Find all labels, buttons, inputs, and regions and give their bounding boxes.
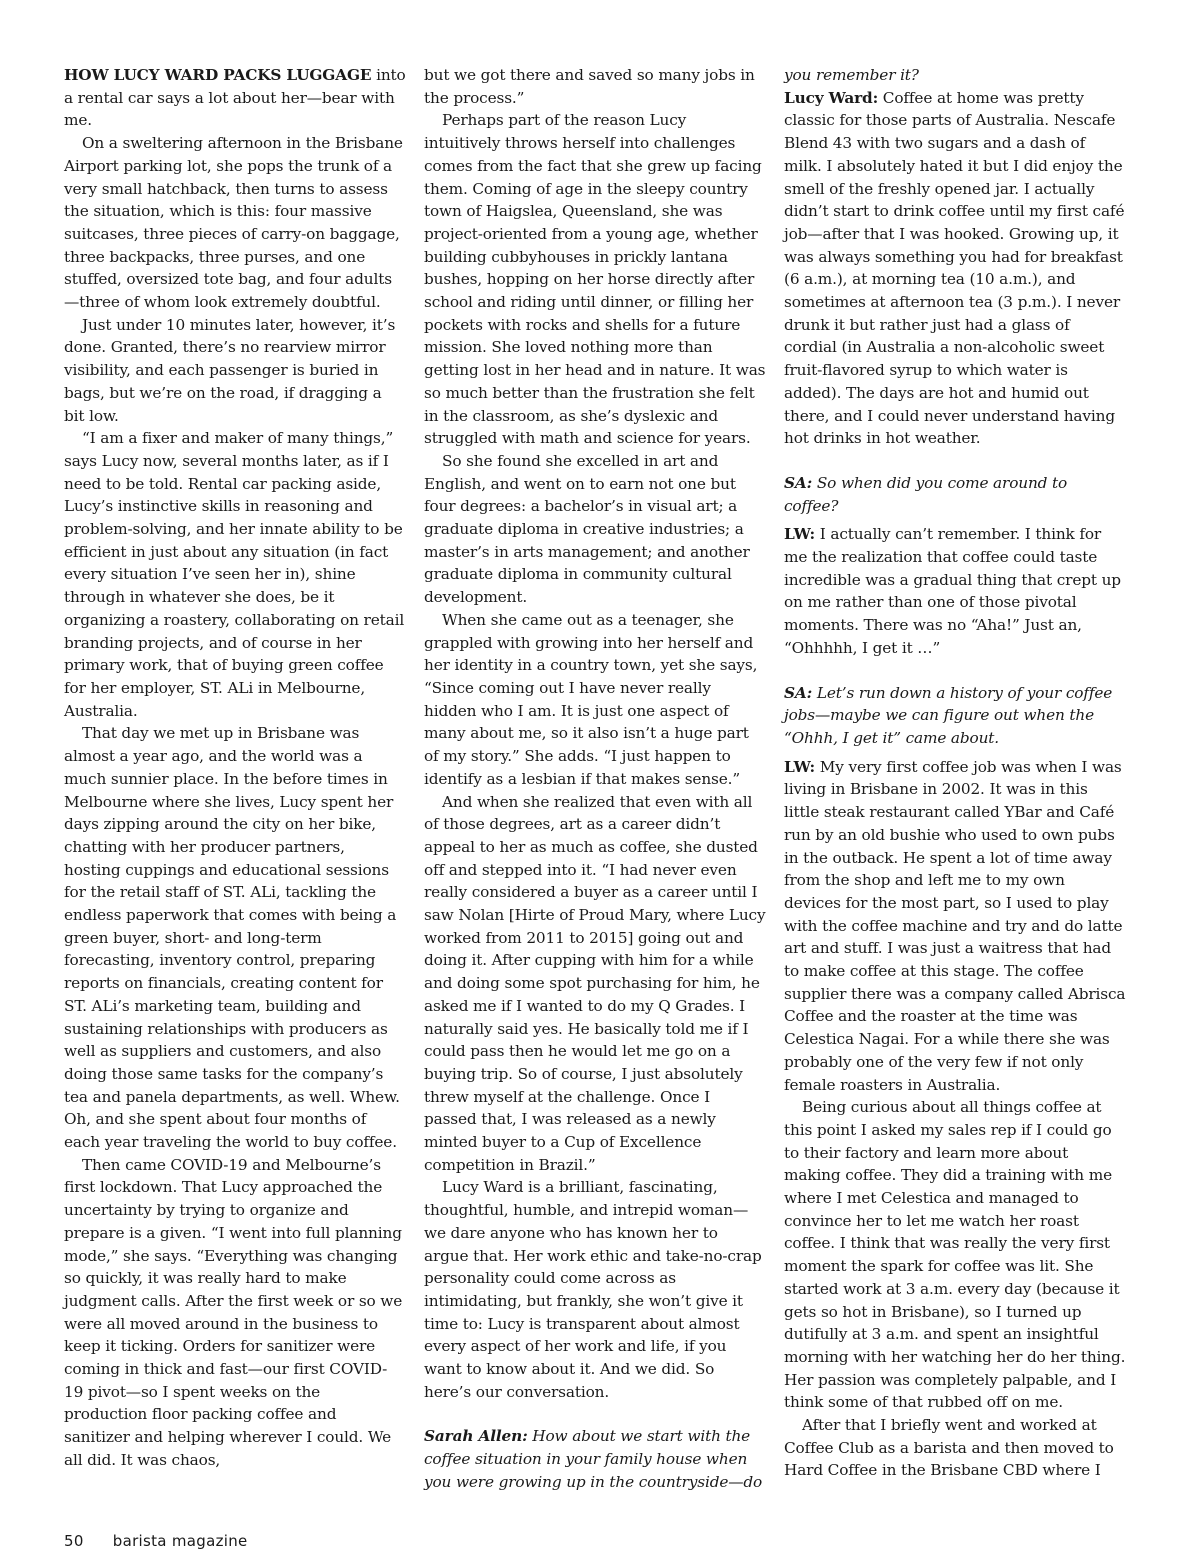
paragraph: “I am a fixer and maker of many things,” says Lucy now, several months later, as if I need to be told. Rental car packing aside, Lucy’s instinctive skills in reasoning and problem-solving, and her innate ability to be efficient in just about any situation (in fact every situation I’ve seen her in), shine through in whatever she does, be it organizing a roastery, collaborating on retail branding projects, and of course in her primary work, that of buying green coffee for her employer, ST. ALi in Melbourne, Australia.	[64, 429, 405, 720]
paragraph: And when she realized that even with all of those degrees, art as a career didn’t appeal to her as much as coffee, she dusted off and stepped into it. “I had never even really considered a buyer as a career until I saw Nolan [Hirte of Proud Mary, where Lucy worked from 2011 to 2015] going out and doing it. After cupping with him for a while and doing some spot purchasing for him, he asked me if I wanted to do my Q Grades. I naturally said yes. He basically told me if I could pass then he would let me go on a buying trip. So of course, I just absolutely threw myself at the challenge. Once I passed that, I was released as a newly minted buyer to a Cup of Excellence competition in Brazil.”	[424, 792, 766, 1174]
paragraph: After that I briefly went and worked at Coffee Club as a barista and then moved to Hard Coffee in the Brisbane CBD where I	[784, 1416, 1114, 1480]
paragraph: Then came COVID-19 and Melbourne’s first lockdown. That Lucy approached the uncertainty by trying to organize and prepare is a given. “I went into full planning mode,” she says. “Everything was changing so quickly, it was really hard to make judgment calls. After the first week or so we were all moved around in the business to keep it ticking. Orders for sanitizer were coming in thick and fast—our first COVID-19 pivot—so I spent weeks on the production floor packing coffee and sanitizer and helping wherever I could. We all did. It was chaos,	[64, 1155, 403, 1469]
paragraph: Perhaps part of the reason Lucy intuitively throws herself into challenges comes from the fact that she grew up facing them. Coming of age in the sleepy country town of Haigslea, Queensland, she was project-oriented from a young age, whether building cubbyhouses in prickly lantana bushes, hopping on her horse directly after school and riding until dinner, or filling her pockets with rocks and shells for a future mission. She loved nothing more than getting lost in her head and in nature. It was so much better than the frustration she felt in the classroom, as she’s dyslexic and struggled with math and science for years.	[424, 111, 766, 448]
paragraph: So she found she excelled in art and English, and went on to earn not one but four degrees: a bachelor’s in visual art; a graduate diploma in creative industries; a master’s in arts management; and another graduate diploma in community cultural development.	[424, 451, 750, 607]
page-footer	[64, 1532, 248, 1550]
interview-question-continued: you remember it?	[784, 66, 919, 84]
interview-answer: LW: My very first coffee job was when I was living in Brisbane in 2002. It was in this little steak restaurant called YBar and Café run by an old bushie who used to own pubs in the outback. He spent a lot of time away from the shop and left me to my own devices for the most part, so I used to play with the coffee machine and try and do latte art and stuff. I was just a waitress that had to make coffee at this stage. The coffee supplier there was a company called Abrisca Coffee and the roaster at the time was Celestica Nagai. For a while there she was probably one of the very few if not only female roasters in Australia.	[784, 757, 1126, 1094]
interview-answer: LW: I actually can’t remember. I think for me the realization that coffee could taste incredible was a gradual thing that crept up on me rather than one of those pivotal moments. There was no “Aha!” Just an, “Ohhhhh, I get it …”	[784, 525, 1121, 657]
paragraph: That day we met up in Brisbane was almost a year ago, and the world was a much sunnier place. In the before times in Melbourne where she lives, Lucy spent her days zipping around the city on her bike, chatting with her producer partners, hosting cuppings and educational sessions for the retail staff of ST. ALi, tackling the endless paperwork that comes with being a green buyer, short- and long-term forecasting, inventory control, preparing reports on financials, creating content for ST. ALi’s marketing team, building and sustaining relationships with producers as well as suppliers and customers, and also doing those same tasks for the company’s tea and panela departments, as well. Whew. Oh, and she spent about four months of each year traveling the world to buy coffee.	[64, 724, 400, 1152]
spacer	[424, 1403, 766, 1425]
paragraph: Being curious about all things coffee at this point I asked my sales rep if I could go to their factory and learn more about making coffee. They did a training with me where I met Celestica and managed to convince her to let me watch her roast coffee. I think that was really the very first moment the spark for coffee was lit. She started work at 3 a.m. every day (because it gets so hot in Brisbane), so I turned up dutifully at 3 a.m. and spent an insightful morning with her watching her do her thing. Her passion was completely palpable, and I think some of that rubbed off on me.	[784, 1098, 1126, 1412]
article-column-1	[64, 64, 406, 1472]
question-speaker: SA:	[784, 683, 813, 702]
spacer	[784, 450, 1126, 472]
paragraph: Just under 10 minutes later, however, it’s done. Granted, there’s no rearview mirror visibility, and each passenger is buried in bags, but we’re on the road, if dragging a bit low.	[64, 315, 396, 425]
question-speaker: SA:	[784, 473, 813, 492]
paragraph: but we got there and saved so many jobs in the process.”	[424, 66, 755, 107]
answer-speaker: LW:	[784, 757, 816, 776]
article-column-3	[784, 64, 1126, 1482]
interview-answer: Lucy Ward: Coffee at home was pretty classic for those parts of Australia. Nescafe Blend 43 with two sugars and a dash of milk. I absolutely hated it but I did enjoy the smell of the freshly opened jar. I actually didn’t start to drink coffee until my first café job—after that I was hooked. Growing up, it was always something you had for breakfast (6 a.m.), at morning tea (10 a.m.), and sometimes at afternoon tea (3 p.m.). I never drunk it but rather just had a glass of cordial (in Australia a non-alcoholic sweet fruit-flavored syrup to which water is added). The days are hot and humid out there, and I could never understand having hot drinks in hot weather.	[784, 88, 1125, 448]
page-number: 50	[64, 1532, 84, 1550]
answer-speaker: Lucy Ward:	[784, 88, 879, 107]
article-opening-paragraph: HOW LUCY WARD PACKS LUGGAGE into a rental car says a lot about her—bear with me.	[64, 66, 406, 130]
interview-question: SA: So when did you come around to coffee?	[784, 473, 1068, 515]
article-column-2	[424, 64, 766, 1494]
spacer	[784, 660, 1126, 682]
question-speaker: Sarah Allen:	[424, 1427, 528, 1446]
publication-name: barista magazine	[112, 1532, 248, 1550]
paragraph: On a sweltering afternoon in the Brisbane Airport parking lot, she pops the trunk of a very small hatchback, then turns to assess the situation, which is this: four massive suitcases, three pieces of carry-on baggage, three backpacks, three purses, and one stuffed, oversized tote bag, and four adults—three of whom look extremely doubtful.	[64, 134, 403, 312]
lead-in: HOW LUCY WARD PACKS LUGGAGE	[64, 66, 372, 84]
paragraph: Lucy Ward is a brilliant, fascinating, thoughtful, humble, and intrepid woman—we dare anyone who has known her to argue that. Her work ethic and take-no-crap personality could come across as intimidating, but frankly, she won’t give it time to: Lucy is transparent about almost every aspect of her work and life, if you want to know about it. And we did. So here’s our conversation.	[424, 1178, 762, 1401]
interview-question: Sarah Allen: How about we start with the coffee situation in your family house when you were growing up in the countryside—do	[424, 1427, 763, 1491]
paragraph: When she came out as a teenager, she grappled with growing into her herself and her identity in a country town, yet she says, “Since coming out I have never really hidden who I am. It is just one aspect of many about me, so it also isn’t a huge part of my story.” She adds. “I just happen to identify as a lesbian if that makes sense.”	[424, 610, 758, 788]
answer-speaker: LW:	[784, 525, 816, 544]
interview-question: SA: Let’s run down a history of your coffee jobs—maybe we can figure out when the “Ohhh, I get it” came about.	[784, 683, 1113, 747]
